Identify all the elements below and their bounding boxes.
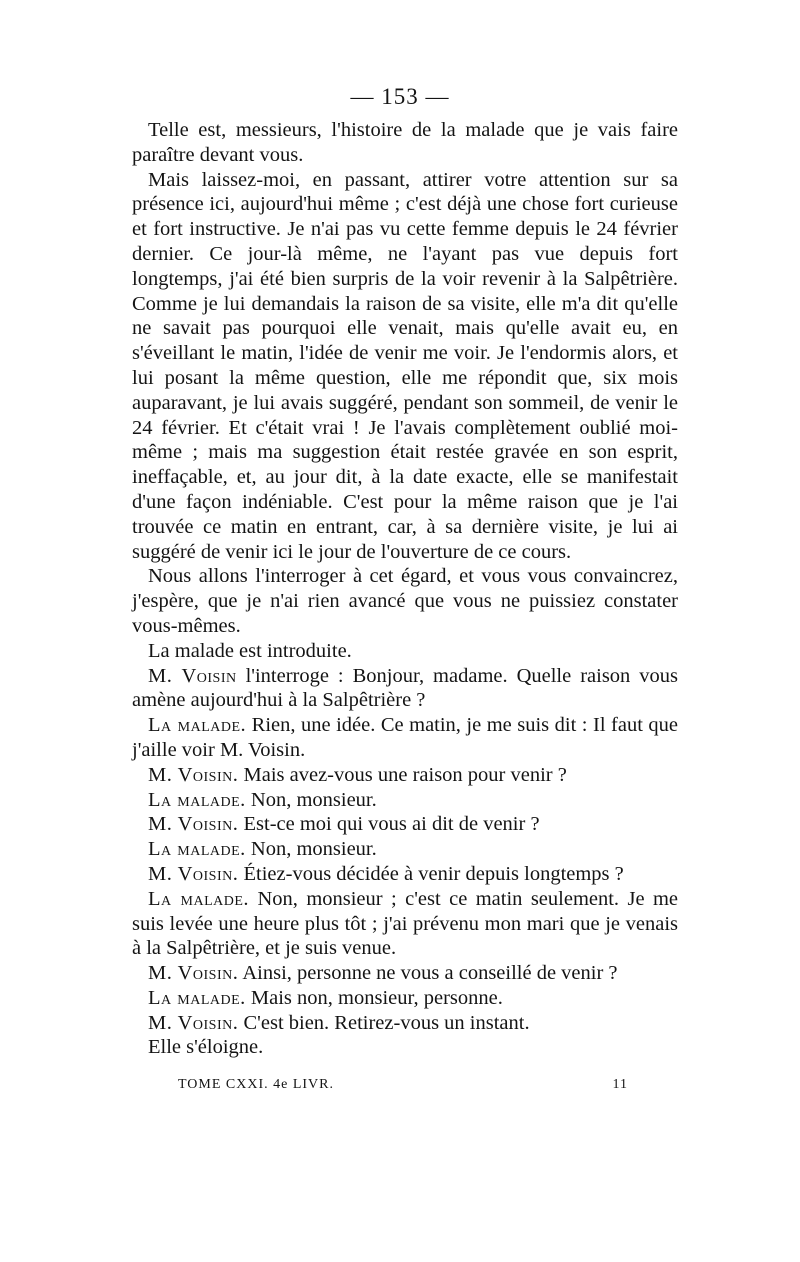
speaker-name: M. Voisin. [148,1011,239,1034]
paragraph: Mais laissez-moi, en passant, attirer votre attention sur sa présence ici, aujourd'hui même ; c'est déjà une chose fort curieuse et fort instructive. Je n'ai pas vu cette femme depuis le 24 février dernier. Ce jour-là même, ne l'ayant pas vue depuis fort longtemps, j'ai été bien surpris de la voir revenir à la Salpêtrière. Comme je lui demandais la raison de sa visite, elle m'a dit qu'elle ne savait pas pourquoi elle venait, mais qu'elle avait eu, en s'éveillant le matin, l'idée de venir me voir. Je l'endormis alors, et lui posant la même question, elle me répondit que, six mois auparavant, je lui avais suggéré, pendant son sommeil, de venir le 24 février. Et c'était vrai ! Je l'avais complètement oublié moi-même ; mais ma suggestion était restée gravée en son esprit, ineffaçable, et, au jour dit, à la date exacte, elle se manifestait d'une façon indéniable. C'est pour la même raison que je l'ai trouvée ce matin en entrant, car, à sa dernière visite, je lui ai suggéré de venir ici le jour de l'ouverture de ce cours. [132,168,678,563]
dialogue-text: Rien, une idée. Ce matin, je me suis dit : Il faut que j'aille voir M. Voisin. [132,714,678,761]
page-number-header: — 153 — [350,84,450,109]
speaker-name: La malade. [148,714,247,737]
speaker-name: La malade. [148,838,246,861]
dialogue-line [132,763,678,788]
dialogue-text: Mais avez-vous une raison pour venir ? [238,763,567,786]
dialogue-text: Non, monsieur. [245,838,377,861]
dialogue-text: l'interroge : Bonjour, madame. Quelle raison vous amène aujourd'hui à la Salpêtrière ? [132,664,678,712]
body-text [132,118,678,1060]
dialogue-line [132,887,678,961]
paragraph: Nous allons l'interroger à cet égard, et vous vous convaincrez, j'espère, que je n'ai rien avancé que vous ne puissiez constater vous-mêmes. [132,565,678,637]
signature-mark: TOME CXXI. 4e LIVR. [178,1077,335,1092]
paragraph: La malade est introduite. [148,639,352,662]
closing-line: Elle s'éloigne. [148,1036,264,1059]
dialogue-line [132,788,678,813]
paragraph: Telle est, messieurs, l'histoire de la malade que je vais faire paraître devant vous. [132,119,678,166]
speaker-name: M. Voisin. [148,862,239,885]
speaker-name: M. Voisin [148,664,237,687]
dialogue-text: Mais non, monsieur, personne. [245,986,503,1009]
dialogue-text: Est-ce moi qui vous ai dit de venir ? [238,813,540,836]
dialogue-line [132,664,678,714]
dialogue-line [132,837,678,862]
sheet-number: 11 [612,1077,628,1092]
dialogue-line [132,986,678,1011]
speaker-name: M. Voisin. [148,763,239,786]
speaker-name: La malade. [148,788,246,811]
dialogue-text: Non, monsieur. [245,788,377,811]
dialogue-line [132,961,678,986]
speaker-name: La malade. [148,986,246,1009]
speaker-name: M. Voisin. [148,813,239,836]
dialogue-line [132,862,678,887]
dialogue-text: Non, monsieur ; c'est ce matin seulement. Je me suis levée une heure plus tôt ; j'ai prévenu mon mari que je venais à la Salpêtrière, et je suis venue. [132,887,678,960]
dialogue-line [132,812,678,837]
dialogue-text: C'est bien. Retirez-vous un instant. [238,1011,530,1034]
speaker-name: La malade. [148,887,250,910]
dialogue-text: Ainsi, personne ne vous a conseillé de venir ? [238,962,618,985]
speaker-name: M. Voisin. [148,962,239,985]
dialogue-line [132,713,678,763]
dialogue-line [132,1011,678,1036]
page-footer [178,1077,628,1093]
dialogue-text: Étiez-vous décidée à venir depuis longtemps ? [238,862,624,885]
